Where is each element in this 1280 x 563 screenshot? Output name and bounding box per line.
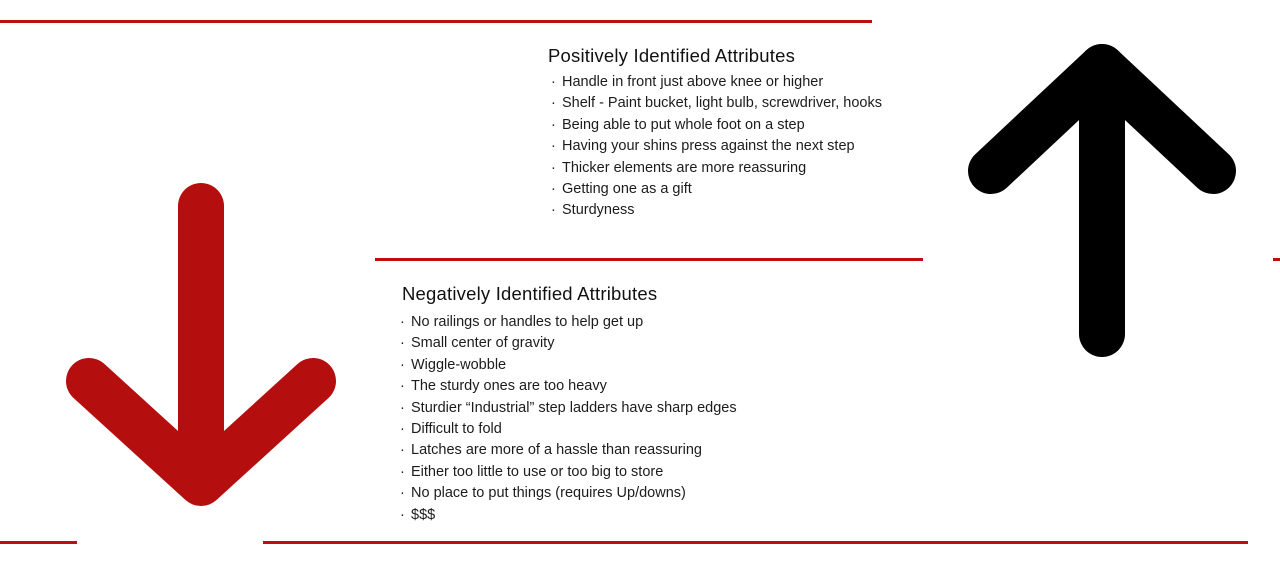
list-item — [400, 419, 737, 440]
list-item-text: Sturdier “Industrial” step ladders have sharp edges — [411, 399, 737, 416]
bullet-icon: · — [400, 378, 405, 395]
middle-divider-line-left — [375, 258, 923, 261]
list-item — [400, 398, 737, 419]
list-item — [400, 312, 737, 333]
bullet-icon: · — [551, 138, 556, 155]
list-item-text: Shelf - Paint bucket, light bulb, screwdriver, hooks — [562, 95, 882, 112]
list-item — [551, 158, 882, 179]
list-item — [400, 333, 737, 354]
list-item-text: Sturdyness — [562, 202, 635, 219]
list-item-text: Thicker elements are more reassuring — [562, 159, 807, 176]
bottom-divider-line-right — [263, 541, 1248, 544]
list-item — [551, 72, 882, 93]
list-item — [400, 355, 737, 376]
list-item — [400, 440, 737, 461]
list-item — [400, 376, 737, 397]
list-item — [400, 505, 737, 526]
list-item — [551, 200, 882, 221]
list-item-text: Latches are more of a hassle than reassuring — [411, 442, 702, 459]
list-item-text: Wiggle-wobble — [411, 356, 507, 373]
bullet-icon: · — [400, 442, 405, 459]
list-item-text: The sturdy ones are too heavy — [411, 378, 607, 395]
bullet-icon: · — [400, 314, 405, 330]
negative-attributes-list — [400, 312, 737, 526]
middle-divider-line-right — [1273, 258, 1280, 261]
list-item-text: Handle in front just above knee or higher — [562, 74, 824, 90]
list-item — [551, 93, 882, 114]
list-item — [400, 462, 737, 483]
list-item — [551, 179, 882, 200]
bullet-icon: · — [551, 74, 556, 90]
bullet-icon: · — [400, 335, 405, 352]
list-item-text: Difficult to fold — [411, 421, 502, 438]
bullet-icon: · — [400, 485, 405, 502]
list-item-text: $$$ — [411, 506, 436, 523]
bullet-icon: · — [400, 356, 405, 373]
bullet-icon: · — [551, 159, 556, 176]
bullet-icon: · — [400, 463, 405, 480]
positive-attributes-title: Positively Identified Attributes — [548, 45, 796, 66]
bullet-icon: · — [551, 202, 556, 219]
list-item-text: Being able to put whole foot on a step — [562, 116, 805, 133]
list-item-text: Having your shins press against the next step — [562, 138, 855, 155]
top-divider-line — [0, 20, 872, 23]
positive-attributes-list — [551, 72, 882, 222]
bullet-icon: · — [551, 181, 556, 198]
list-item-text: No railings or handles to help get up — [411, 314, 644, 330]
bottom-divider-line-left — [0, 541, 77, 544]
bullet-icon: · — [400, 506, 405, 523]
list-item — [400, 483, 737, 504]
list-item — [551, 115, 882, 136]
list-item-text: Either too little to use or too big to store — [411, 463, 664, 480]
bullet-icon: · — [400, 399, 405, 416]
bullet-icon: · — [551, 95, 556, 112]
up-arrow-icon — [940, 13, 1250, 363]
list-item — [551, 136, 882, 157]
list-item-text: Small center of gravity — [411, 335, 555, 352]
list-item-text: Getting one as a gift — [562, 181, 692, 198]
bullet-icon: · — [400, 421, 405, 438]
list-item-text: No place to put things (requires Up/downs) — [411, 485, 686, 502]
negative-attributes-title: Negatively Identified Attributes — [402, 283, 658, 304]
bullet-icon: · — [551, 116, 556, 133]
down-arrow-icon — [55, 175, 345, 520]
